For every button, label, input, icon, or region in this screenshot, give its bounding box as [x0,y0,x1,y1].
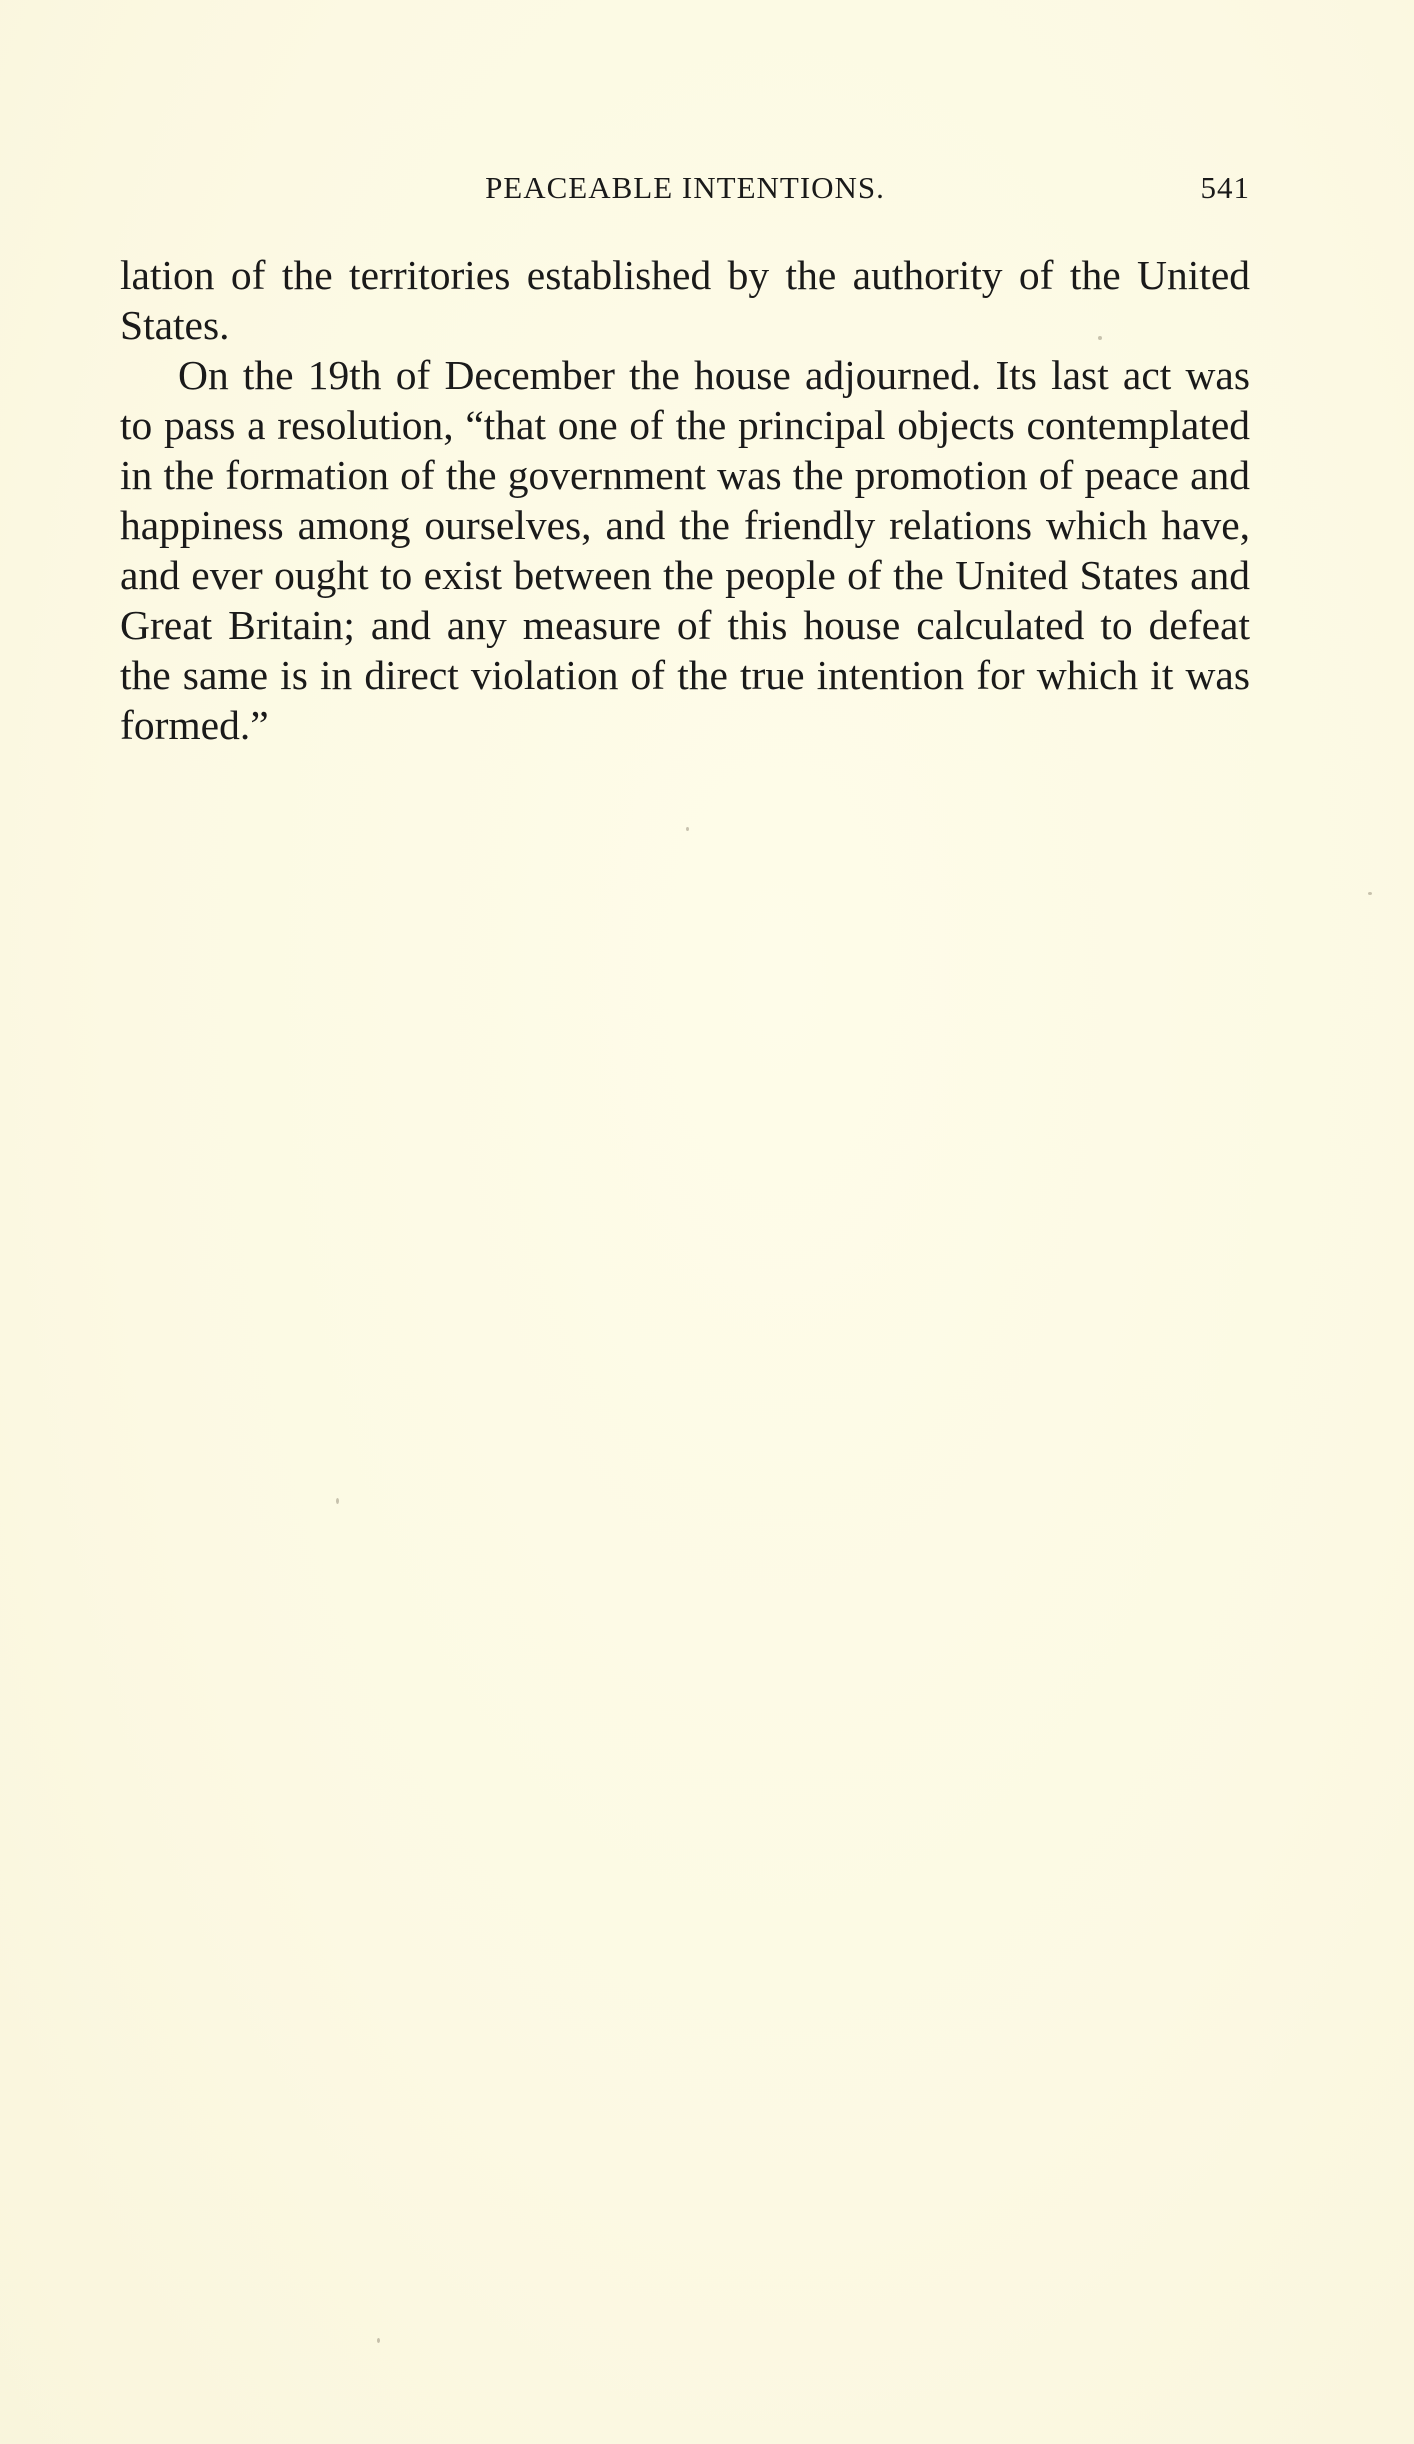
running-title: PEACEABLE INTENTIONS. [485,170,885,205]
paper-speck [336,1498,339,1504]
paragraph-continued: lation of the territories established by the authority of the United States. [120,252,1250,348]
body-text [120,250,1250,750]
running-head [120,170,1250,210]
paper-speck [1368,892,1372,895]
paragraph: On the 19th of December the house adjourned. Its last act was to pass a resolution, “that one of the principal objects contemplated in the formation of the government was the promotion of peace and happiness among ourselves, and the friendly relations which have, and ever ought to exist between the people of the United States and Great Britain; and any measure of this house calculated to defeat the same is in direct violation of the true intention for which it was formed.” [120,352,1250,748]
page-number: 541 [1200,170,1250,205]
paper-speck [686,827,689,831]
paper-speck [1098,336,1102,340]
paper-speck [377,2338,380,2343]
